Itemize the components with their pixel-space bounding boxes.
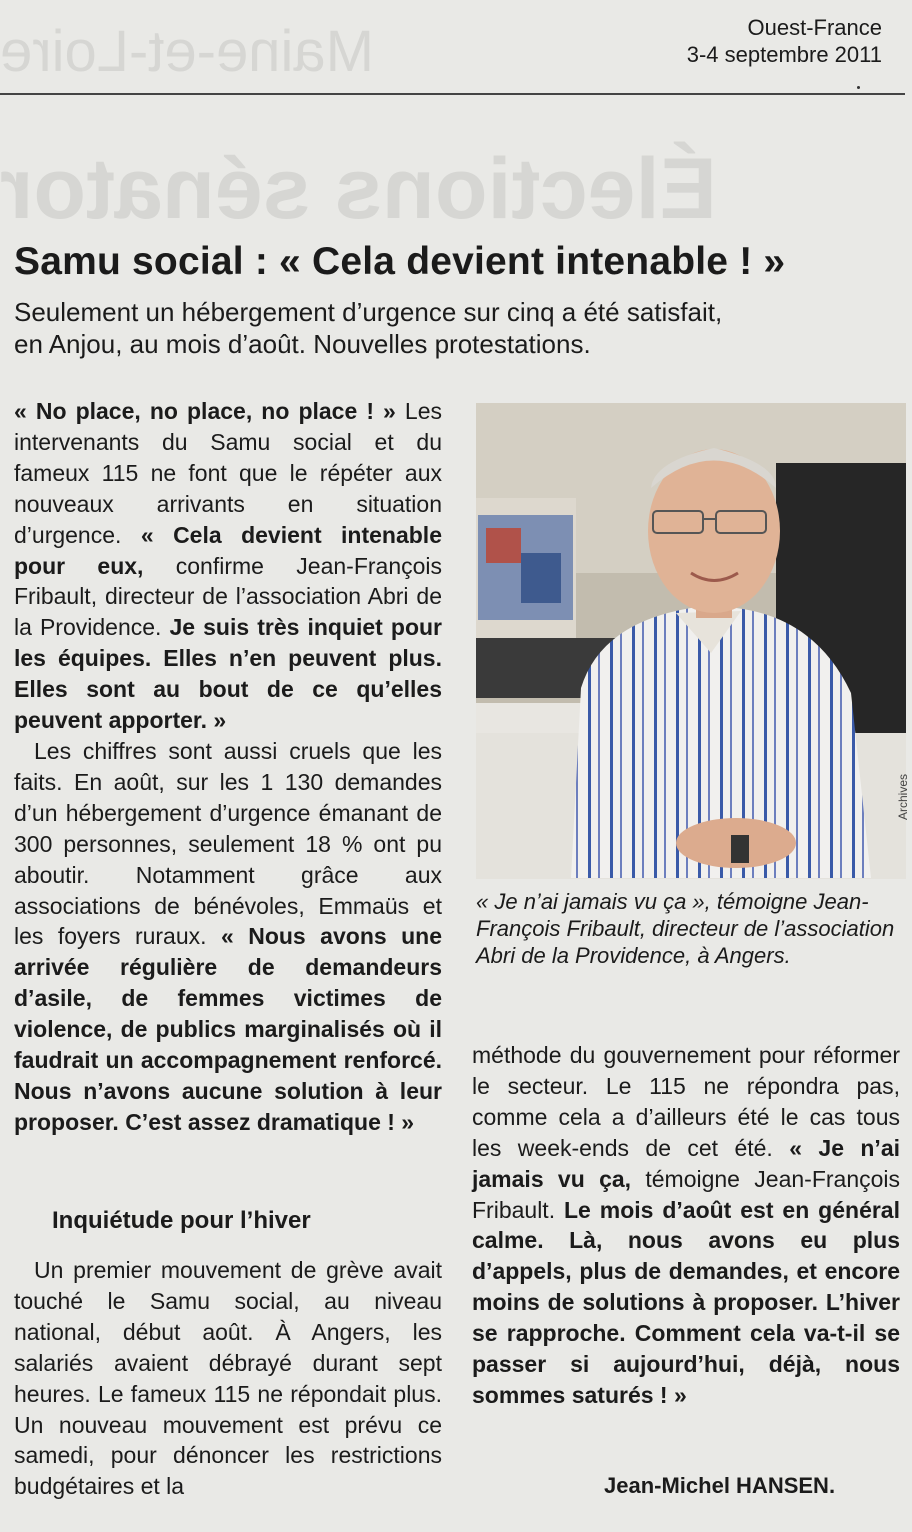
- standfirst: [14, 296, 874, 360]
- scan-dot: [857, 86, 860, 89]
- quote-no-place: « No place, no place, no place ! »: [14, 398, 396, 424]
- paragraph-1: [14, 396, 442, 736]
- quote-jamais: « Je n’ai jamais vu ça,: [472, 1134, 900, 1192]
- quote-intenable: « Cela devient intenable pour eux,: [14, 521, 442, 579]
- publication-date: 3-4 septembre 2011: [686, 42, 882, 67]
- show-through-text-top: Maine-et-Loire: [0, 19, 374, 84]
- standfirst-line-2: en Anjou, au mois d’août. Nouvelles protestations.: [14, 329, 591, 359]
- subheading: Inquiétude pour l’hiver: [52, 1207, 311, 1234]
- paragraph-2: [14, 736, 442, 1138]
- quote-inquiet: Je suis très inquiet pour les équipes. Elles n’en peuvent plus. Elles sont au bout de ce qu’elles peuvent apporter. »: [14, 614, 442, 734]
- quote-mois-aout: Le mois d’août est en général calme. Là, nous avons eu plus d’appels, plus de demandes, et encore moins de solutions à proposer. L’hiver se rapproche. Comment cela va-t-il se passer si aujourd’hui, déjà, nous sommes saturés ! »: [472, 1196, 900, 1408]
- headline: Samu social : « Cela devient intenable ! »: [14, 240, 786, 283]
- text: témoigne Jean-François Fribault.: [472, 1165, 901, 1223]
- quote-arrivee: « Nous avons une arrivée régulière de demandeurs d’asile, de femmes victimes de violence, de publics marginalisés où il faudrait un accompagnement renforcé. Nous n’avons aucune solution à leur proposer. C’est assez dramatique ! »: [14, 923, 442, 1135]
- article-column-left-bottom: [14, 1255, 442, 1502]
- article-column-left: [14, 396, 442, 1138]
- standfirst-line-1: Seulement un hébergement d’urgence sur cinq a été satisfait,: [14, 297, 723, 327]
- portrait-photo: [476, 403, 906, 879]
- text: méthode du gouvernement pour réformer le secteur. Le 115 ne répondra pas, comme cela a d’ailleurs été le cas tous les week-ends de cet été.: [472, 1042, 900, 1161]
- paragraph-4: [472, 1040, 900, 1411]
- photo-caption: « Je n’ai jamais vu ça », témoigne Jean-François Fribault, directeur de l’association Abri de la Providence, à Angers.: [476, 889, 895, 968]
- header-rule: [0, 93, 905, 95]
- article-column-right: [472, 1040, 900, 1411]
- text: confirme Jean-François Fribault, directeur de l’association Abri de la Providence.: [14, 552, 443, 641]
- text: Les intervenants du Samu social et du fameux 115 ne font que le répéter aux nouveaux arrivants en situation d’urgence.: [14, 398, 442, 548]
- show-through-text-middle: Élections sénator: [0, 141, 717, 237]
- byline: Jean-Michel HANSEN.: [604, 1473, 836, 1498]
- source-info: [687, 14, 882, 68]
- photo-credit: Archives: [896, 773, 910, 820]
- newspaper-name: Ouest-France: [747, 15, 882, 40]
- text: Les chiffres sont aussi cruels que les faits. En août, sur les 1 130 demandes d’un hébergement d’urgence émanant de 300 personnes, seulement 18 % ont pu aboutir. Notamment grâce aux associations de bénévoles, Emmaüs et les foyers ruraux.: [14, 737, 442, 950]
- paragraph-3: Un premier mouvement de grève avait touché le Samu social, au niveau national, début août. À Angers, les salariés avaient débrayé durant sept heures. Le fameux 115 ne répondait plus. Un nouveau mouvement est prévu ce samedi, pour dénoncer les restrictions budgétaires et la: [14, 1257, 442, 1500]
- photo-illustration: [476, 403, 906, 879]
